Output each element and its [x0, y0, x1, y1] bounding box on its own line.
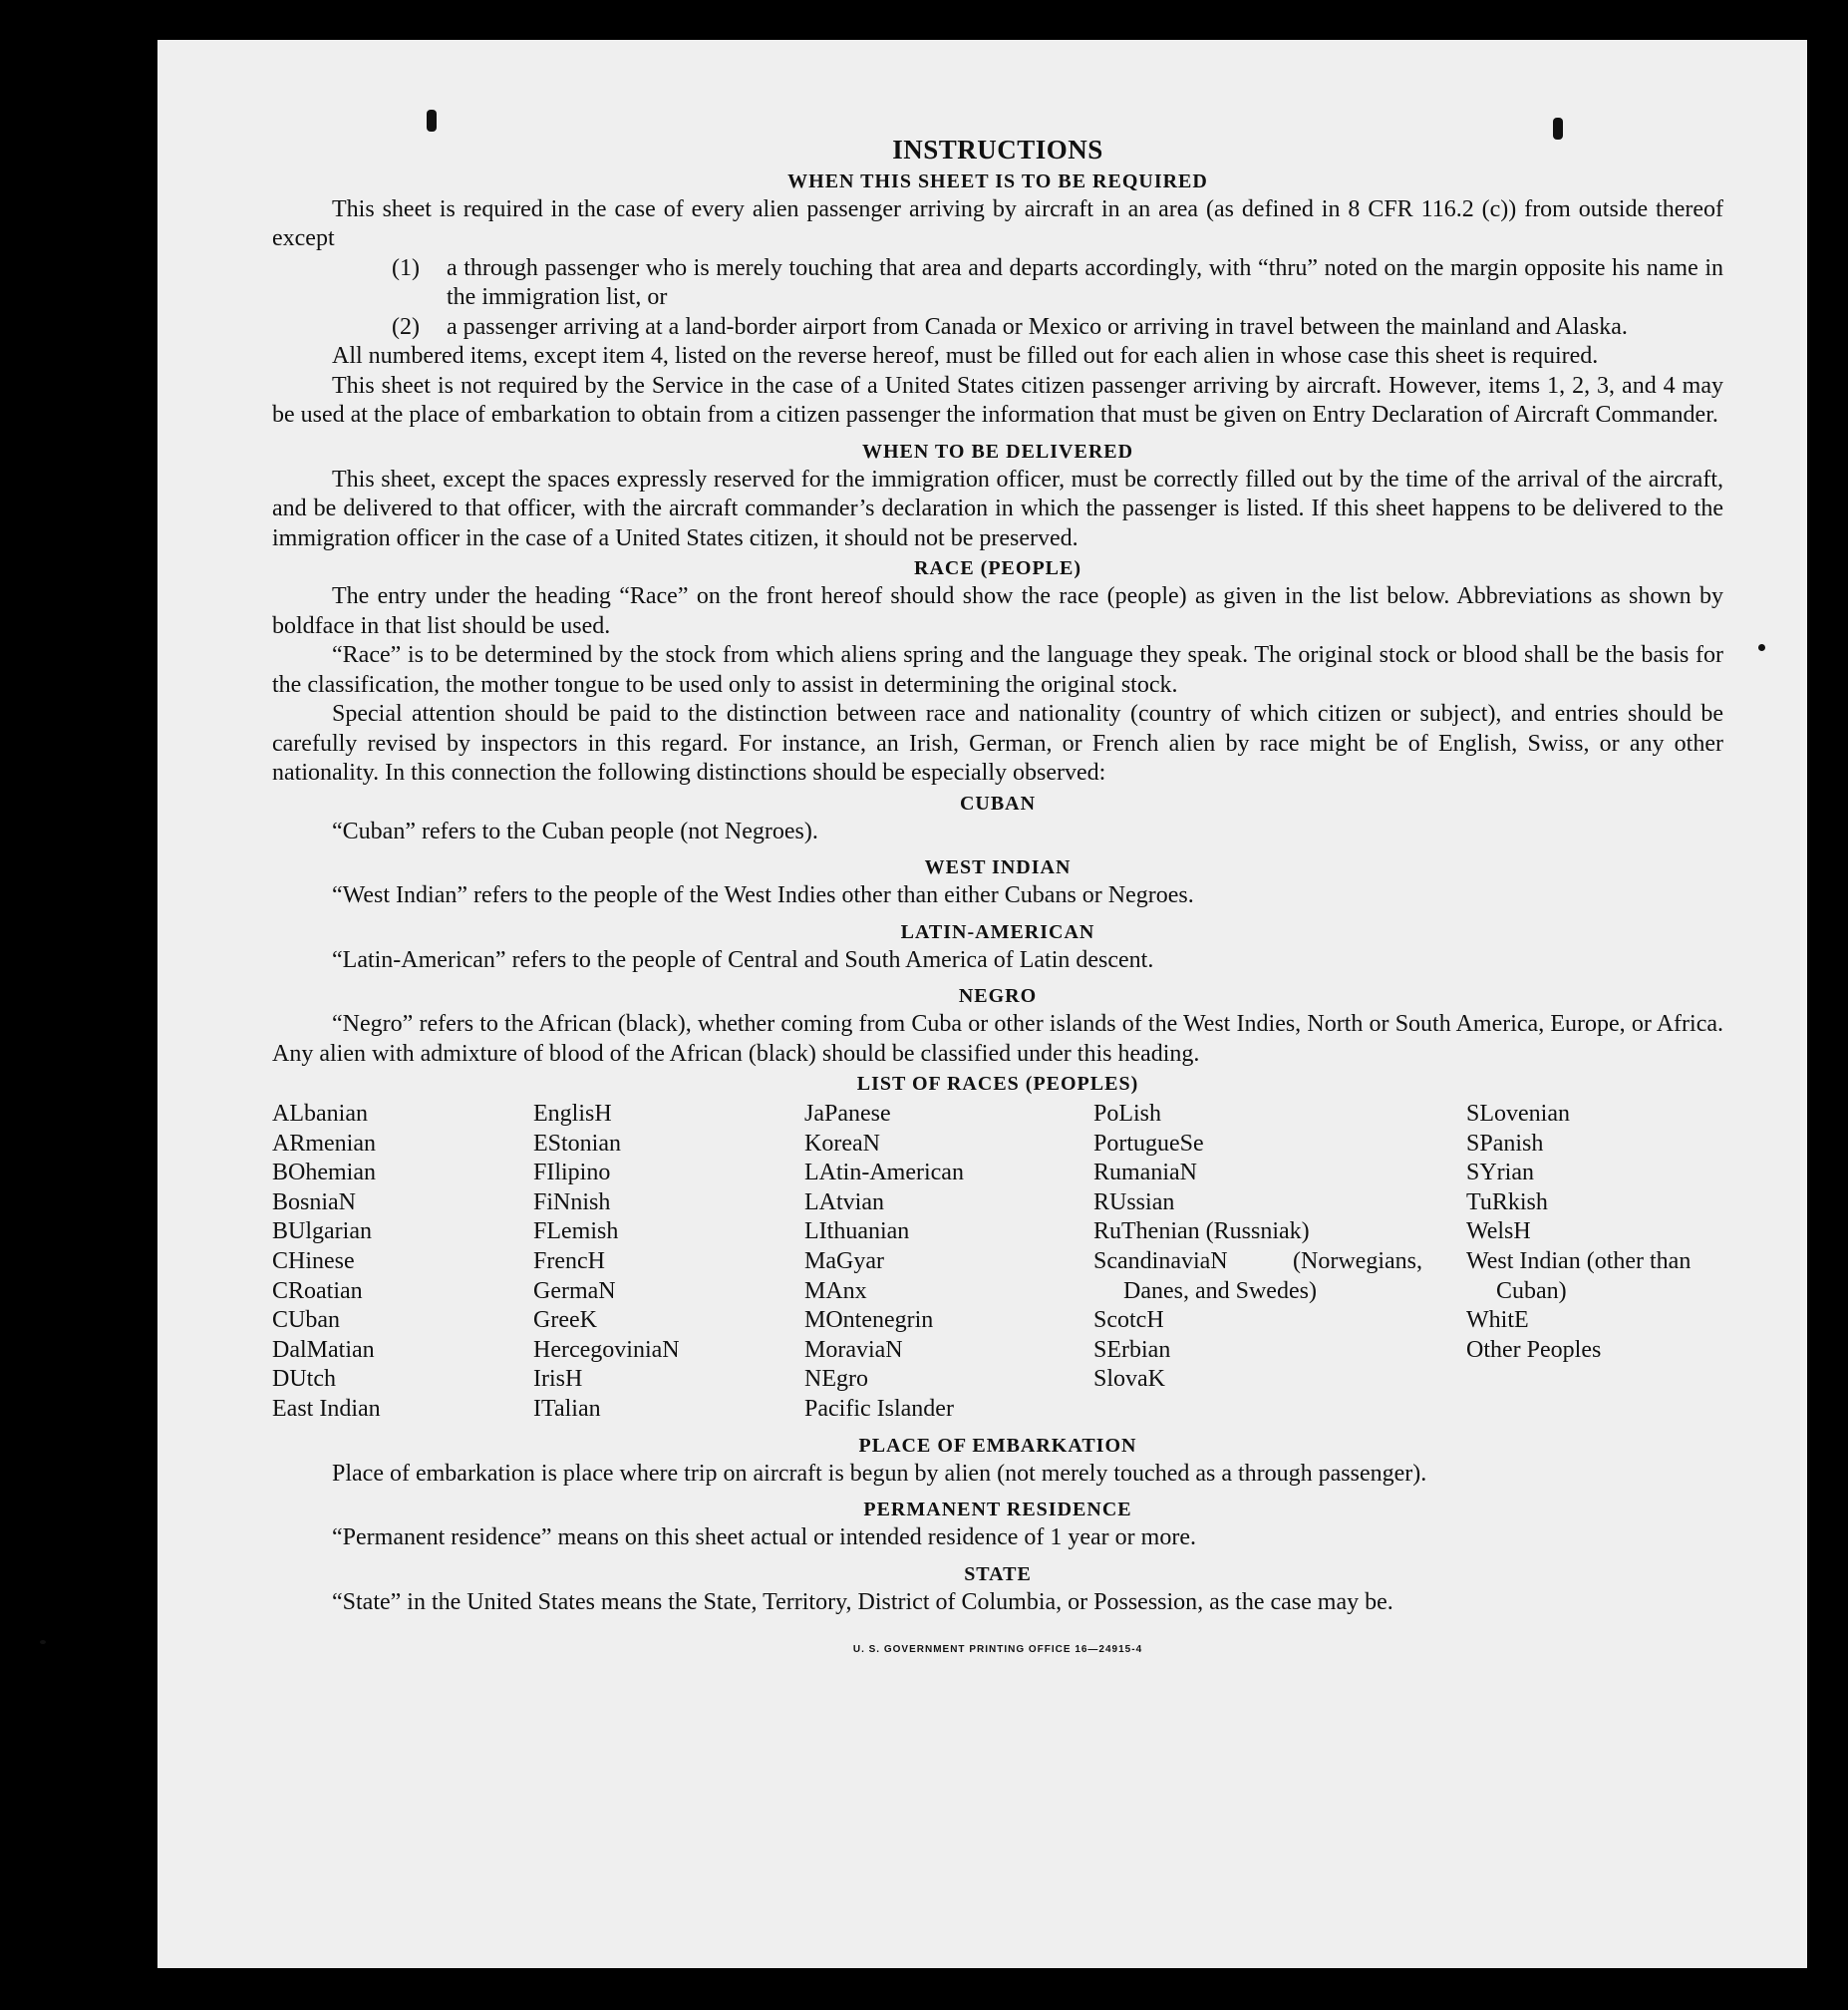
- race-item: RumaniaN: [1093, 1160, 1197, 1186]
- race-item: KoreaN: [804, 1130, 880, 1157]
- heading-race: RACE (PEOPLE): [914, 557, 1081, 579]
- race-list: [272, 1100, 1723, 1425]
- heading-when-delivered: WHEN TO BE DELIVERED: [861, 440, 1134, 463]
- when-required-intro: This sheet is required in the case of every alien passenger arriving by aircraft in an area (as defined in 8 CFR 116.2 (c)) from outside thereof except: [272, 195, 1723, 251]
- race-item: SYrian: [1466, 1160, 1534, 1186]
- race-item: RuThenian (Russniak): [1093, 1218, 1310, 1245]
- race-item: NEgro: [804, 1366, 868, 1393]
- race-column: [1466, 1100, 1723, 1425]
- race-column: [533, 1100, 804, 1425]
- exception-item: [392, 313, 1723, 343]
- when-delivered-text: This sheet, except the spaces expressly reserved for the immigration officer, must be correctly filled out by the time of the arrival of the aircraft, and be delivered to that officer, with the aircraft commander’s declaration in which the passenger is listed. If this sheet happens to be delivered to the immigration officer in the case of a United States citizen, it should not be preserved.: [272, 466, 1723, 551]
- race-item: HercegoviniaN: [533, 1336, 680, 1363]
- race-item: FiNnish: [533, 1188, 611, 1215]
- heading-west-indian: WEST INDIAN: [924, 856, 1072, 878]
- heading-latin-american: LATIN-AMERICAN: [900, 920, 1095, 943]
- embarkation-text: Place of embarkation is place where trip on aircraft is begun by alien (not merely touched as a through passenger).: [332, 1460, 1427, 1487]
- race-item: GermaN: [533, 1277, 616, 1304]
- heading-state: STATE: [964, 1562, 1032, 1585]
- race-item: DalMatian: [272, 1336, 375, 1363]
- speck: [1758, 644, 1765, 651]
- race-item: FLemish: [533, 1218, 619, 1245]
- residence-text: “Permanent residence” means on this sheet actual or intended residence of 1 year or more.: [332, 1524, 1196, 1551]
- race-paragraph-2: “Race” is to be determined by the stock from which aliens spring and the language they speak. The original stock or blood shall be the basis for the classification, the mother tongue to be used only to assist in determining the original stock.: [272, 642, 1723, 698]
- race-column: [804, 1100, 1093, 1425]
- race-item: JaPanese: [804, 1101, 891, 1127]
- latin-american-text: “Latin-American” refers to the people of Central and South America of Latin descent.: [332, 946, 1154, 973]
- race-item: WhitE: [1466, 1307, 1529, 1334]
- cuban-text: “Cuban” refers to the Cuban people (not Negroes).: [332, 818, 818, 844]
- citizen-paragraph: This sheet is not required by the Service in the case of a United States citizen passenger arriving by aircraft. However, items 1, 2, 3, and 4 may be used at the place of embarkation to obtain from a citizen passenger the information that must be given on Entry Declaration of Aircraft Commander.: [272, 372, 1723, 428]
- race-paragraph-1: The entry under the heading “Race” on the front hereof should show the race (people) as given in the list below. Abbreviations as shown by boldface in that list should be used.: [272, 583, 1723, 639]
- document-page: [157, 40, 1807, 1968]
- exception-text: a passenger arriving at a land-border airport from Canada or Mexico or arriving in travel between the mainland and Alaska.: [447, 313, 1628, 340]
- race-item: ALbanian: [272, 1101, 368, 1127]
- race-item: ScotcH: [1093, 1307, 1164, 1334]
- scan-speck: [40, 1640, 46, 1644]
- race-item: MOntenegrin: [804, 1307, 934, 1334]
- race-item: PortugueSe: [1093, 1130, 1204, 1157]
- race-item: LAtvian: [804, 1188, 884, 1215]
- exception-text: a through passenger who is merely touching that area and departs accordingly, with “thru” noted on the margin opposite his name in the immigration list, or: [447, 254, 1723, 310]
- race-item: SPanish: [1466, 1130, 1544, 1157]
- race-item: Pacific Islander: [804, 1395, 954, 1422]
- heading-embarkation: PLACE OF EMBARKATION: [858, 1434, 1137, 1457]
- negro-text: “Negro” refers to the African (black), whether coming from Cuba or other islands of the West Indies, North or South America, Europe, or Africa. Any alien with admixture of blood of the African (black) should be classified under this heading.: [272, 1011, 1723, 1067]
- race-item: LAtin-American: [804, 1160, 964, 1186]
- heading-list-of-races: LIST OF RACES (PEOPLES): [856, 1073, 1139, 1095]
- race-item: ARmenian: [272, 1130, 376, 1157]
- race-item: LIthuanian: [804, 1218, 910, 1245]
- race-item: Other Peoples: [1466, 1336, 1602, 1363]
- race-item: ScandinaviaN (Norwegians, Danes, and Swedes): [1093, 1247, 1422, 1304]
- race-item: RUssian: [1093, 1188, 1175, 1215]
- heading-residence: PERMANENT RESIDENCE: [863, 1499, 1132, 1521]
- race-item: FrencH: [533, 1247, 605, 1274]
- race-item: TuRkish: [1466, 1188, 1548, 1215]
- numbered-items-paragraph: All numbered items, except item 4, listed on the reverse hereof, must be filled out for each alien in whose case this sheet is required.: [332, 343, 1599, 369]
- race-column: [272, 1100, 533, 1425]
- west-indian-text: “West Indian” refers to the people of the West Indies other than either Cubans or Negroes.: [332, 882, 1194, 908]
- exception-number: (1): [392, 254, 420, 281]
- race-column: [1093, 1100, 1466, 1425]
- heading-cuban: CUBAN: [959, 792, 1037, 815]
- exception-item: [392, 254, 1723, 313]
- race-item: BOhemian: [272, 1160, 376, 1186]
- race-item: MAnx: [804, 1277, 867, 1304]
- race-item: CUban: [272, 1307, 340, 1334]
- heading-when-required: WHEN THIS SHEET IS TO BE REQUIRED: [787, 169, 1208, 192]
- race-item: BUlgarian: [272, 1218, 372, 1245]
- race-item: SlovaK: [1093, 1366, 1165, 1393]
- race-item: CHinese: [272, 1247, 355, 1274]
- punch-hole-left: [427, 110, 437, 132]
- race-item: West Indian (other than Cuban): [1466, 1247, 1692, 1304]
- printing-office-footer: U. S. GOVERNMENT PRINTING OFFICE 16—24915-4: [852, 1644, 1143, 1656]
- heading-negro: NEGRO: [958, 985, 1038, 1007]
- race-item: SErbian: [1093, 1336, 1171, 1363]
- state-text: “State” in the United States means the State, Territory, District of Columbia, or Possession, as the case may be.: [332, 1588, 1393, 1615]
- page-title: INSTRUCTIONS: [892, 135, 1103, 165]
- race-item: GreeK: [533, 1307, 597, 1334]
- race-item: EStonian: [533, 1130, 621, 1157]
- race-item: East Indian: [272, 1395, 381, 1422]
- race-item: CRoatian: [272, 1277, 363, 1304]
- race-item: IrisH: [533, 1366, 583, 1393]
- race-item: EnglisH: [533, 1101, 612, 1127]
- document-body: [272, 136, 1723, 1665]
- exception-number: (2): [392, 313, 420, 340]
- race-item: PoLish: [1093, 1101, 1162, 1127]
- race-paragraph-3: Special attention should be paid to the distinction between race and nationality (country of which citizen or subject), and entries should be carefully revised by inspectors in this regard. For instance, an Irish, German, or French alien by race might be of English, Swiss, or any other nationality. In this connection the following distinctions should be especially observed:: [272, 701, 1723, 786]
- race-item: BosniaN: [272, 1188, 356, 1215]
- race-item: FIlipino: [533, 1160, 611, 1186]
- race-item: WelsH: [1466, 1218, 1531, 1245]
- race-item: ITalian: [533, 1395, 601, 1422]
- race-item: MaGyar: [804, 1247, 884, 1274]
- race-item: DUtch: [272, 1366, 336, 1393]
- race-item: SLovenian: [1466, 1101, 1570, 1127]
- race-item: MoraviaN: [804, 1336, 903, 1363]
